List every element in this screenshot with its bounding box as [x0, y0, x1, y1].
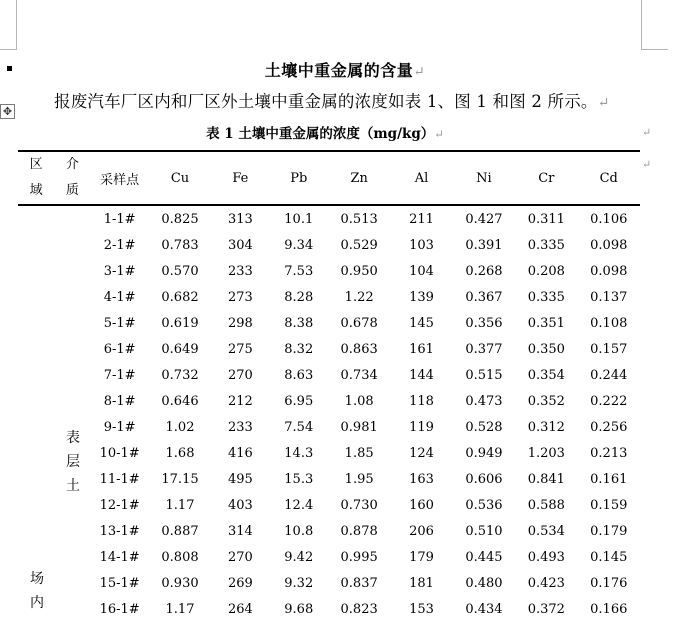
table-cell: 0.837: [340, 575, 378, 591]
table-cell: 0.427: [465, 211, 503, 227]
table-cell: 0.510: [465, 523, 503, 539]
table-cell: 9.68: [284, 601, 314, 617]
table-cell: [18, 492, 54, 518]
table-cell: 0.730: [340, 497, 378, 513]
paragraph-mark-icon: ↵: [413, 64, 426, 80]
table-cell: 9.32: [284, 575, 314, 591]
table-cell: 0.570: [161, 263, 199, 279]
table-cell: 298: [227, 315, 253, 331]
table-cell: 0.354: [527, 367, 565, 383]
row-end-mark-icon: ↵: [642, 158, 652, 171]
table-cell: 1.68: [165, 445, 195, 461]
table-cell: 0.678: [340, 315, 378, 331]
table-cell: 0.367: [465, 289, 503, 305]
table-move-handle-icon[interactable]: ✥: [0, 104, 15, 119]
table-cell: [54, 232, 90, 258]
table-cell: 0.377: [465, 341, 503, 357]
table-cell: 7.53: [284, 263, 314, 279]
table-cell: 0.352: [527, 393, 565, 409]
table-cell: 0.312: [527, 419, 565, 435]
table-cell: 0.176: [590, 575, 628, 591]
table-cell: 0.513: [340, 211, 378, 227]
table-row: [18, 596, 640, 622]
table-cell: 0.534: [527, 523, 565, 539]
table-cell: [18, 258, 54, 284]
table-cell: 0.244: [590, 367, 628, 383]
table-cell: 0.106: [590, 211, 628, 227]
table-cell: 0.528: [465, 419, 503, 435]
table-cell: 403: [227, 497, 253, 513]
table-cell: 6-1#: [103, 341, 136, 357]
table-cell: 12.4: [284, 497, 314, 513]
body-paragraph: [54, 88, 610, 112]
table-cell: 0.434: [465, 601, 503, 617]
table-cell: [54, 205, 90, 232]
table-cell: [54, 544, 90, 570]
table-row: [18, 492, 640, 518]
table-cell: 0.949: [465, 445, 503, 461]
table-cell: 264: [227, 601, 253, 617]
paragraph-mark-icon: ↵: [434, 127, 444, 141]
table-cell: 314: [227, 523, 253, 539]
table-cell: 12-1#: [99, 497, 140, 513]
page-corner-mark-top-left-h: [0, 49, 16, 50]
column-header: [54, 151, 90, 205]
table-cell: 0.445: [465, 549, 503, 565]
table-cell: [54, 258, 90, 284]
table-row: [18, 336, 640, 362]
body-paragraph-text: 报废汽车厂区内和厂区外土壤中重金属的浓度如表 1、图 1 和图 2 所示。: [54, 92, 598, 111]
paragraph-mark-icon: ↵: [642, 126, 652, 139]
table-cell: 0.256: [590, 419, 628, 435]
table-cell: 160: [409, 497, 434, 513]
table-cell: 163: [409, 471, 434, 487]
column-header: Cu: [149, 151, 211, 205]
table-cell: [54, 570, 90, 596]
column-header: Al: [390, 151, 452, 205]
table-cell: [18, 518, 54, 544]
table-cell: [18, 310, 54, 336]
table-caption: [0, 122, 650, 142]
table-cell: 416: [227, 445, 253, 461]
table-cell: 139: [409, 289, 434, 305]
table-cell: 14-1#: [99, 549, 140, 565]
table-cell: 145: [409, 315, 434, 331]
table-cell: 0.493: [527, 549, 565, 565]
table-cell: 8-1#: [103, 393, 136, 409]
table-cell: 0.646: [161, 393, 199, 409]
table-cell: 1.22: [344, 289, 374, 305]
table-cell: 0.213: [590, 445, 628, 461]
table-cell: 233: [227, 263, 253, 279]
table-cell: 0.808: [161, 549, 199, 565]
table-row: [18, 258, 640, 284]
table-cell: 0.536: [465, 497, 503, 513]
table-cell: 144: [409, 367, 434, 383]
table-cell: 0.841: [527, 471, 565, 487]
table-cell: 0.391: [465, 237, 503, 253]
section-heading-text: 土壤中重金属的含量: [264, 61, 414, 80]
table-cell: 212: [227, 393, 253, 409]
table-cell: 0.619: [161, 315, 199, 331]
table-cell: 1.08: [344, 393, 374, 409]
table-cell: 8.38: [284, 315, 314, 331]
table-cell: 5-1#: [103, 315, 136, 331]
table-cell: 118: [409, 393, 434, 409]
table-cell: [54, 388, 90, 414]
table-row: [18, 310, 640, 336]
table-cell: 0.473: [465, 393, 503, 409]
table-body: [18, 205, 640, 622]
table-cell: [54, 310, 90, 336]
table-cell: 0.179: [590, 523, 628, 539]
table-cell: 0.351: [527, 315, 565, 331]
table-cell: 275: [227, 341, 253, 357]
table-cell: 8.32: [284, 341, 314, 357]
table-cell: 181: [409, 575, 434, 591]
table-cell: 0.878: [340, 523, 378, 539]
table-cell: 0.208: [527, 263, 565, 279]
table-row: [18, 284, 640, 310]
medium-label: 表 层 土: [66, 430, 80, 494]
table-cell: 0.356: [465, 315, 503, 331]
table-row: [18, 440, 640, 466]
table-cell: 8.63: [284, 367, 314, 383]
table-cell: 4-1#: [103, 289, 136, 305]
table-header-row: [18, 151, 640, 205]
table-cell: 0.823: [340, 601, 378, 617]
table-cell: 10.8: [284, 523, 314, 539]
column-header: Cd: [578, 151, 640, 205]
table-cell: 15-1#: [99, 575, 140, 591]
table-cell: 0.335: [527, 289, 565, 305]
table-cell: 0.145: [590, 549, 628, 565]
column-header: Pb: [270, 151, 328, 205]
table-cell: 0.335: [527, 237, 565, 253]
table-cell: 0.350: [527, 341, 565, 357]
region-label: 场 内: [30, 571, 44, 611]
table-cell: [18, 336, 54, 362]
table-cell: 14.3: [284, 445, 314, 461]
column-header: Zn: [328, 151, 390, 205]
table-cell: 273: [227, 289, 253, 305]
page-corner-mark-top-right: [641, 0, 642, 50]
table-row: [18, 544, 640, 570]
table-cell: 0.682: [161, 289, 199, 305]
table-cell: [54, 596, 90, 622]
table-cell: 0.161: [590, 471, 628, 487]
table-cell: [18, 388, 54, 414]
table-row: [18, 518, 640, 544]
table-cell: 2-1#: [103, 237, 136, 253]
table-row: [18, 232, 640, 258]
table-cell: 10-1#: [99, 445, 140, 461]
table-cell: [54, 518, 90, 544]
column-header-text: 区 域: [29, 157, 43, 198]
table-cell: 0.732: [161, 367, 199, 383]
table-row: [18, 362, 640, 388]
table-row: [18, 466, 640, 492]
table-cell: 0.588: [527, 497, 565, 513]
table-cell: 0.995: [340, 549, 378, 565]
table-cell: 0.157: [590, 341, 628, 357]
table-cell: 313: [227, 211, 253, 227]
table-cell: 10.1: [284, 211, 314, 227]
column-header: [18, 151, 54, 205]
table-cell: 0.515: [465, 367, 503, 383]
table-cell: 0.159: [590, 497, 628, 513]
column-header: 采样点: [90, 151, 148, 205]
table-cell: 161: [409, 341, 434, 357]
table-cell: 0.649: [161, 341, 199, 357]
table-row: [18, 570, 640, 596]
table-cell: 119: [409, 419, 434, 435]
table-cell: 9.42: [284, 549, 314, 565]
table-cell: 8.28: [284, 289, 314, 305]
table-cell: 0.529: [340, 237, 378, 253]
table-cell: 0.734: [340, 367, 378, 383]
page-corner-mark-top-left: [0, 0, 17, 50]
table-cell: 0.887: [161, 523, 199, 539]
table-cell: 269: [227, 575, 253, 591]
table-cell: 7-1#: [103, 367, 136, 383]
table-cell: 103: [409, 237, 434, 253]
table-cell: 3-1#: [103, 263, 136, 279]
table-cell: 0.480: [465, 575, 503, 591]
table-cell: 179: [409, 549, 434, 565]
table-cell: 495: [227, 471, 253, 487]
table-cell: 1.203: [527, 445, 565, 461]
table-cell: 0.606: [465, 471, 503, 487]
table-cell: [54, 336, 90, 362]
table-cell: 0.166: [590, 601, 628, 617]
table-cell: 211: [409, 211, 434, 227]
table-cell: 1-1#: [103, 211, 136, 227]
table-cell: 1.17: [165, 601, 195, 617]
paragraph-mark-icon: ↵: [597, 95, 610, 111]
page-corner-mark-top-right-h: [641, 49, 668, 50]
table-cell: [54, 362, 90, 388]
table-cell: 270: [227, 549, 253, 565]
table-cell: 17.15: [161, 471, 199, 487]
table-cell: [18, 362, 54, 388]
table-cell: 304: [227, 237, 253, 253]
table-cell: 9.34: [284, 237, 314, 253]
table-cell: 0.108: [590, 315, 628, 331]
table-cell: [18, 205, 54, 232]
table-cell: [18, 284, 54, 310]
table-cell: 233: [227, 419, 253, 435]
table-cell: 11-1#: [99, 471, 140, 487]
table-cell: [18, 440, 54, 466]
table-cell: 206: [409, 523, 434, 539]
table-row: [18, 388, 640, 414]
table-caption-text: 表 1 土壤中重金属的浓度（mg/kg）: [206, 126, 435, 142]
table-cell: 0.222: [590, 393, 628, 409]
table-cell: 0.311: [527, 211, 565, 227]
section-heading: [0, 58, 690, 81]
table-cell: 1.17: [165, 497, 195, 513]
table-cell: 1.85: [344, 445, 374, 461]
table-cell: [18, 466, 54, 492]
table-cell: 0.137: [590, 289, 628, 305]
table-cell: 0.863: [340, 341, 378, 357]
table-cell: 0.098: [590, 263, 628, 279]
table-cell: 153: [409, 601, 434, 617]
table-cell: 0.981: [340, 419, 378, 435]
table-cell: 124: [409, 445, 434, 461]
table-cell: 6.95: [284, 393, 314, 409]
table-cell: 16-1#: [99, 601, 140, 617]
table-cell: 0.930: [161, 575, 199, 591]
table-cell: 0.825: [161, 211, 199, 227]
column-header-text: 介 质: [65, 157, 79, 198]
table-cell: 7.54: [284, 419, 314, 435]
column-header: Ni: [453, 151, 515, 205]
table-cell: 104: [409, 263, 434, 279]
table-cell: 0.783: [161, 237, 199, 253]
table-cell: 0.423: [527, 575, 565, 591]
table-cell: 0.950: [340, 263, 378, 279]
table-cell: 0.098: [590, 237, 628, 253]
table-row: [18, 205, 640, 232]
table-cell: [18, 414, 54, 440]
table-cell: 1.02: [165, 419, 195, 435]
column-header: Cr: [515, 151, 577, 205]
table-cell: 9-1#: [103, 419, 136, 435]
table-cell: [54, 284, 90, 310]
heavy-metal-table: [18, 150, 640, 622]
table-cell: 270: [227, 367, 253, 383]
table-cell: 1.95: [344, 471, 374, 487]
table-cell: 0.268: [465, 263, 503, 279]
column-header: Fe: [211, 151, 269, 205]
table-cell: [18, 232, 54, 258]
table-row: [18, 414, 640, 440]
table-cell: 0.372: [527, 601, 565, 617]
table-cell: 13-1#: [99, 523, 140, 539]
table-cell: 15.3: [284, 471, 314, 487]
